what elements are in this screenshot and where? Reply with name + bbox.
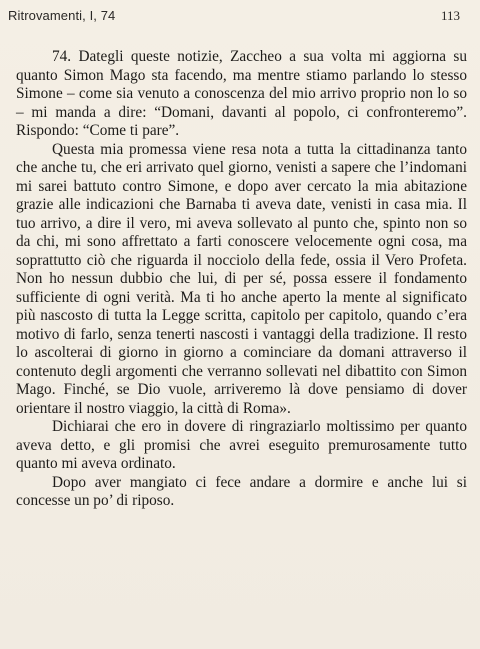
body-text <box>16 48 467 511</box>
paragraph: Dopo aver mangiato ci fece andare a dormire e anche lui si concesse un po’ di riposo. <box>16 473 467 509</box>
paragraph-74: 74. Dategli queste notizie, Zaccheo a sua volta mi aggiorna su quanto Simon Mago sta facendo, ma mentre stiamo parlando lo stesso Simone – come sia venuto a conoscenza del mio arrivo proprio non lo so – mi manda a dire: “Domani, davanti al popolo, ci confronteremo”. Rispondo: “Come ti pare”. <box>16 48 467 139</box>
paragraph: Questa mia promessa viene resa nota a tutta la cittadinanza tanto che anche tu, che eri arrivato quel giorno, venisti a sapere che l’indomani mi sarei battuto contro Simone, e dopo aver cercato la mia abitazione grazie alle indicazioni che Barnaba ti aveva date, venisti in casa mia. Il tuo arrivo, a dire il vero, mi aveva sollevato al punto che, spinto non so da chi, mi sono affrettato a farti conoscere velocemente ogni cosa, ma soprattutto ciò che riguarda il nocciolo della fede, ossia il Vero Profeta. Non ho nessun dubbio che lui, di per sé, possa essere il fondamento sufficiente di ogni verità. Ma ti ho anche aperto la mente al significato più nascosto di tutta la Legge scritta, capitolo per capitolo, quando c’era motivo di farlo, senza tenerti nascosti i vantaggi della tradizione. Il resto lo ascolterai di giorno in giorno a cominciare da domani attraverso il contenuto degli argomenti che verranno sollevati nel dibattito con Simon Mago. Finché, se Dio vuole, arriveremo là dove pensiamo di dover orientare il nostro viaggio, la città di Roma». <box>16 140 467 417</box>
running-title: Ritrovamenti, I, 74 <box>8 8 116 23</box>
paragraph: Dichiarai che ero in dovere di ringraziarlo moltissimo per quanto aveva detto, e gli promisi che avrei eseguito premurosamente tutto quanto mi aveva ordinato. <box>16 418 467 472</box>
page-number: 113 <box>440 8 460 23</box>
